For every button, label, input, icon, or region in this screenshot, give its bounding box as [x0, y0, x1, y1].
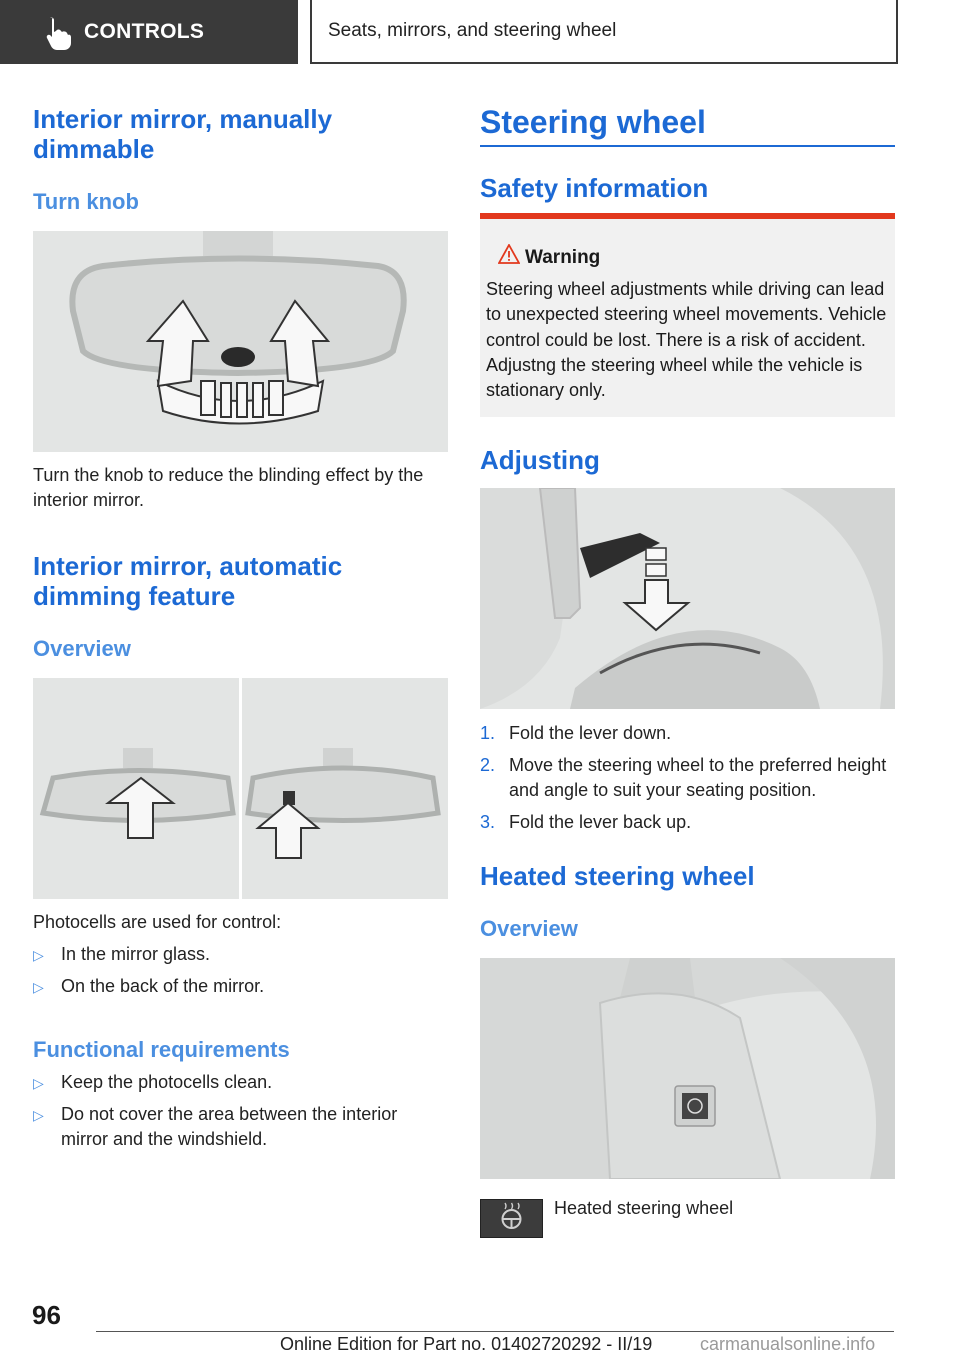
list-item	[33, 1102, 433, 1152]
heading-adjusting: Adjusting	[480, 445, 600, 475]
heated-wheel-illustration	[480, 958, 895, 1179]
warning-triangle-icon	[498, 244, 520, 264]
turn-knob-text: Turn the knob to reduce the blinding effect by the interior mirror.	[33, 465, 424, 510]
heated-steering-wheel-icon	[480, 1199, 543, 1238]
chapter-title-bar	[310, 0, 898, 64]
step-item	[480, 810, 895, 835]
triangle-bullet-icon: ▷	[33, 1107, 44, 1123]
step-text: Move the steering wheel to the preferred height and angle to suit your seating position.	[509, 755, 887, 800]
heading-safety: Safety information	[480, 173, 709, 203]
warning-text: Steering wheel adjustments while driving can lead to unexpected steering wheel movements. Vehicle control could be lost. There is a risk of accident. Adjustng the steering wheel while the vehicle is stationary only.	[486, 279, 887, 401]
step-text: Fold the lever back up.	[509, 812, 692, 832]
list-item-text: On the back of the mirror.	[61, 976, 265, 996]
heading-steering-wheel: Steering wheel	[480, 104, 706, 140]
list-item-text: Do not cover the area between the interior mirror and the windshield.	[61, 1104, 398, 1149]
adjusting-illustration	[480, 488, 895, 709]
photocells-intro: Photocells are used for control:	[33, 912, 282, 932]
footer-divider	[96, 1331, 894, 1332]
step-number: 2.	[480, 755, 496, 775]
heading-rule	[480, 145, 895, 147]
chapter-title: Seats, mirrors, and steering wheel	[328, 20, 617, 41]
step-item	[480, 753, 895, 803]
step-text: Fold the lever down.	[509, 723, 672, 743]
step-item	[480, 721, 895, 746]
warning-box	[480, 213, 895, 417]
heading-turn-knob: Turn knob	[33, 189, 139, 214]
heading-manual-mirror: Interior mirror, manually dimmable	[33, 104, 333, 164]
heading-overview-right: Overview	[480, 916, 578, 941]
triangle-bullet-icon: ▷	[33, 979, 44, 995]
list-item-text: Keep the photocells clean.	[61, 1072, 273, 1092]
heading-overview-left: Overview	[33, 636, 131, 661]
list-item	[33, 942, 433, 968]
list-item-text: In the mirror glass.	[61, 944, 211, 964]
section-label: CONTROLS	[84, 20, 205, 43]
triangle-bullet-icon: ▷	[33, 1075, 44, 1091]
step-number: 3.	[480, 812, 496, 832]
turn-knob-illustration	[33, 231, 448, 452]
step-number: 1.	[480, 723, 496, 743]
section-tab[interactable]	[0, 0, 298, 64]
pointing-hand-icon	[38, 14, 74, 50]
heated-caption: Heated steering wheel	[554, 1198, 734, 1218]
heading-heated-wheel: Heated steering wheel	[480, 861, 755, 891]
watermark: carmanualsonline.info	[700, 1334, 876, 1354]
list-item	[33, 974, 433, 1000]
heading-auto-mirror: Interior mirror, automatic dimming feature	[33, 551, 343, 611]
photocell-illustration	[33, 678, 448, 899]
list-item	[33, 1070, 433, 1096]
heading-functional: Functional requirements	[33, 1037, 290, 1062]
edition-text: Online Edition for Part no. 01402720292 - II/19	[280, 1334, 653, 1354]
triangle-bullet-icon: ▷	[33, 947, 44, 963]
page-number: 96	[32, 1300, 61, 1330]
warning-title: Warning	[525, 247, 601, 268]
